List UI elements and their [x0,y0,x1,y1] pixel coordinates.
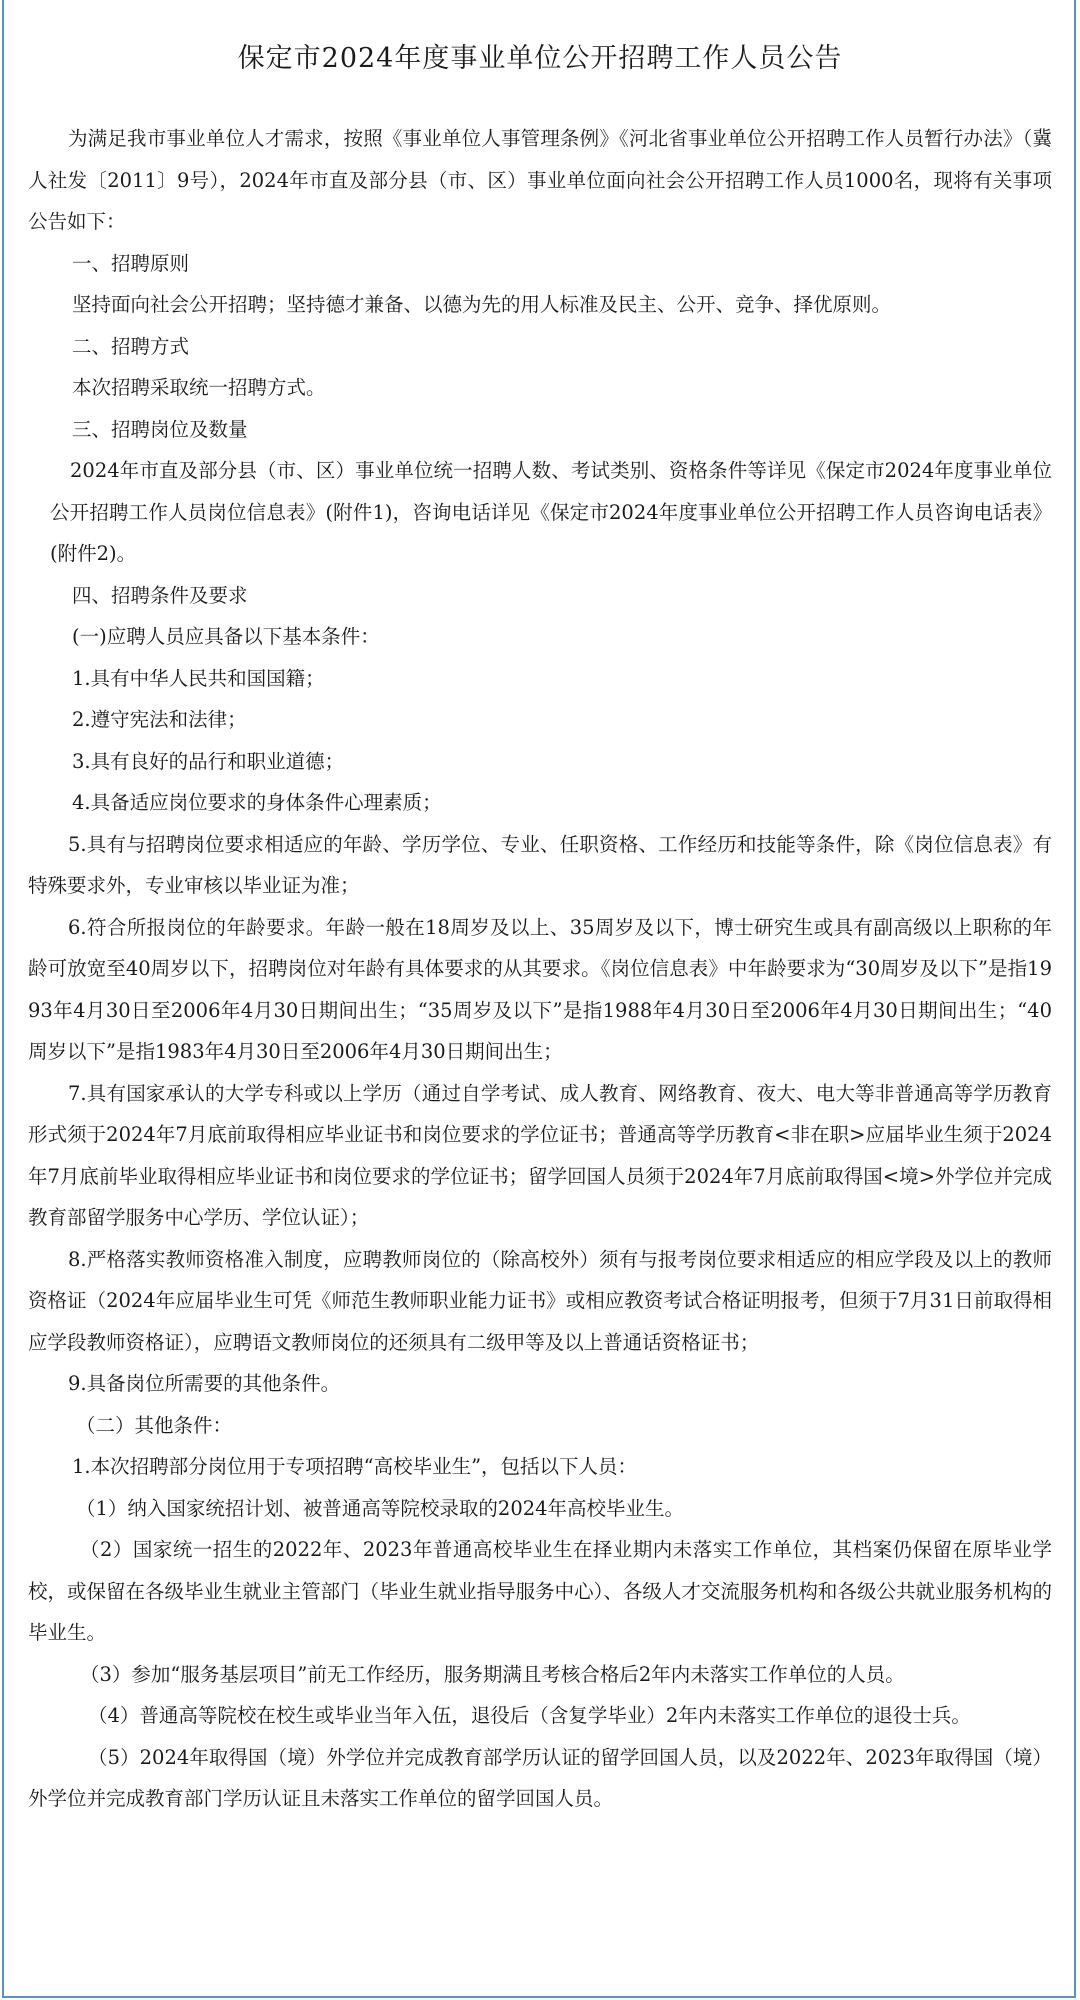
page-title: 保定市2024年度事业单位公开招聘工作人员公告 [237,43,843,74]
condition-item: 7.具有国家承认的大学专科或以上学历（通过自学考试、成人教育、网络教育、夜大、电大等非普通高等学历教育形式须于2024年7月底前取得相应毕业证书和岗位要求的学位证书；普通高等学历教育<非在职>应届毕业生须于2024年7月底前毕业取得相应毕业证书和岗位要求的学位证书；留学回国人员须于2024年7月底前取得国<境>外学位并完成教育部留学服务中心学历、学位认证）； [28,1081,1052,1229]
intro-paragraph: 为满足我市事业单位人才需求，按照《事业单位人事管理条例》《河北省事业单位公开招聘工作人员暂行办法》（冀人社发〔2011〕9号），2024年市直及部分县（市、区）事业单位面向社会公开招聘工作人员1000名，现将有关事项公告如下： [28,127,1052,233]
document-body [28,118,1052,1820]
section-heading-requirements: 四、招聘条件及要求 [72,583,248,607]
condition-item: 8.严格落实教师资格准入制度，应聘教师岗位的（除高校外）须有与报考岗位要求相适应的相应学段及以上的教师资格证（2024年应届毕业生可凭《师范生教师职业能力证书》或相应教资考试合格证明报考，但须于7月31日前取得相应学段教师资格证），应聘语文教师岗位的还须具有二级甲等及以上普通话资格证书； [28,1247,1052,1354]
condition-item: 4.具备适应岗位要求的身体条件心理素质； [72,791,442,814]
section-heading-principles: 一、招聘原则 [72,251,190,275]
principles-text: 坚持面向社会公开招聘；坚持德才兼备、以德为先的用人标准及民主、公开、竞争、择优原则。 [72,293,892,316]
method-text: 本次招聘采取统一招聘方式。 [72,376,326,399]
subsection-basic-conditions: (一)应聘人员应具备以下基本条件： [72,625,380,648]
graduate-category-item: （4）普通高等院校在校生或毕业当年入伍，退役后（含复学毕业）2年内未落实工作单位的退役士兵。 [88,1704,971,1727]
condition-item: 2.遵守宪法和法律； [72,708,247,731]
condition-item: 1.具有中华人民共和国国籍； [72,666,325,690]
positions-text: 2024年市直及部分县（市、区）事业单位统一招聘人数、考试类别、资格条件等详见《保定市2024年度事业单位公开招聘工作人员岗位信息表》(附件1)，咨询电话详见《保定市2024年度事业单位公开招聘工作人员咨询电话表》(附件2)。 [50,459,1052,565]
graduate-category-item: （1）纳入国家统招计划、被普通高等院校录取的2024年高校毕业生。 [76,1496,685,1520]
condition-item: 3.具有良好的品行和职业道德； [72,749,345,773]
section-heading-positions: 三、招聘岗位及数量 [72,417,248,441]
graduate-category-item: （5）2024年取得国（境）外学位并完成教育部学历认证的留学回国人员，以及2022年、2023年取得国（境）外学位并完成教育部门学历认证且未落实工作单位的留学回国人员。 [28,1745,1052,1810]
graduate-category-item: （2）国家统一招生的2022年、2023年普通高校毕业生在择业期内未落实工作单位，其档案仍保留在原毕业学校，或保留在各级毕业生就业主管部门（毕业生就业指导服务中心）、各级人才交流服务机构和各级公共就业服务机构的毕业生。 [28,1538,1052,1644]
condition-item: 5.具有与招聘岗位要求相适应的年龄、学历学位、专业、任职资格、工作经历和技能等条件，除《岗位信息表》有特殊要求外，专业审核以毕业证为准； [28,832,1052,897]
condition-item: 9.具备岗位所需要的其他条件。 [68,1372,341,1395]
other-condition-item: 1.本次招聘部分岗位用于专项招聘“高校毕业生”，包括以下人员： [72,1455,638,1478]
graduate-category-item: （3）参加“服务基层项目”前无工作经历，服务期满且考核合格后2年内未落实工作单位的人员。 [80,1662,905,1686]
condition-item: 6.符合所报岗位的年龄要求。年龄一般在18周岁及以上、35周岁及以下，博士研究生或具有副高级以上职称的年龄可放宽至40周岁以下，招聘岗位对年龄有具体要求的从其要求。《岗位信息表》中年龄要求为“30周岁及以下”是指1993年4月30日至2006年4月30日期间出生；“35周岁及以下”是指1988年4月30日至2006年4月30日期间出生；“40周岁以下”是指1983年4月30日至2006年4月30日期间出生； [28,915,1052,1063]
section-heading-method: 二、招聘方式 [72,334,190,358]
subsection-other-conditions: （二）其他条件： [76,1413,233,1437]
